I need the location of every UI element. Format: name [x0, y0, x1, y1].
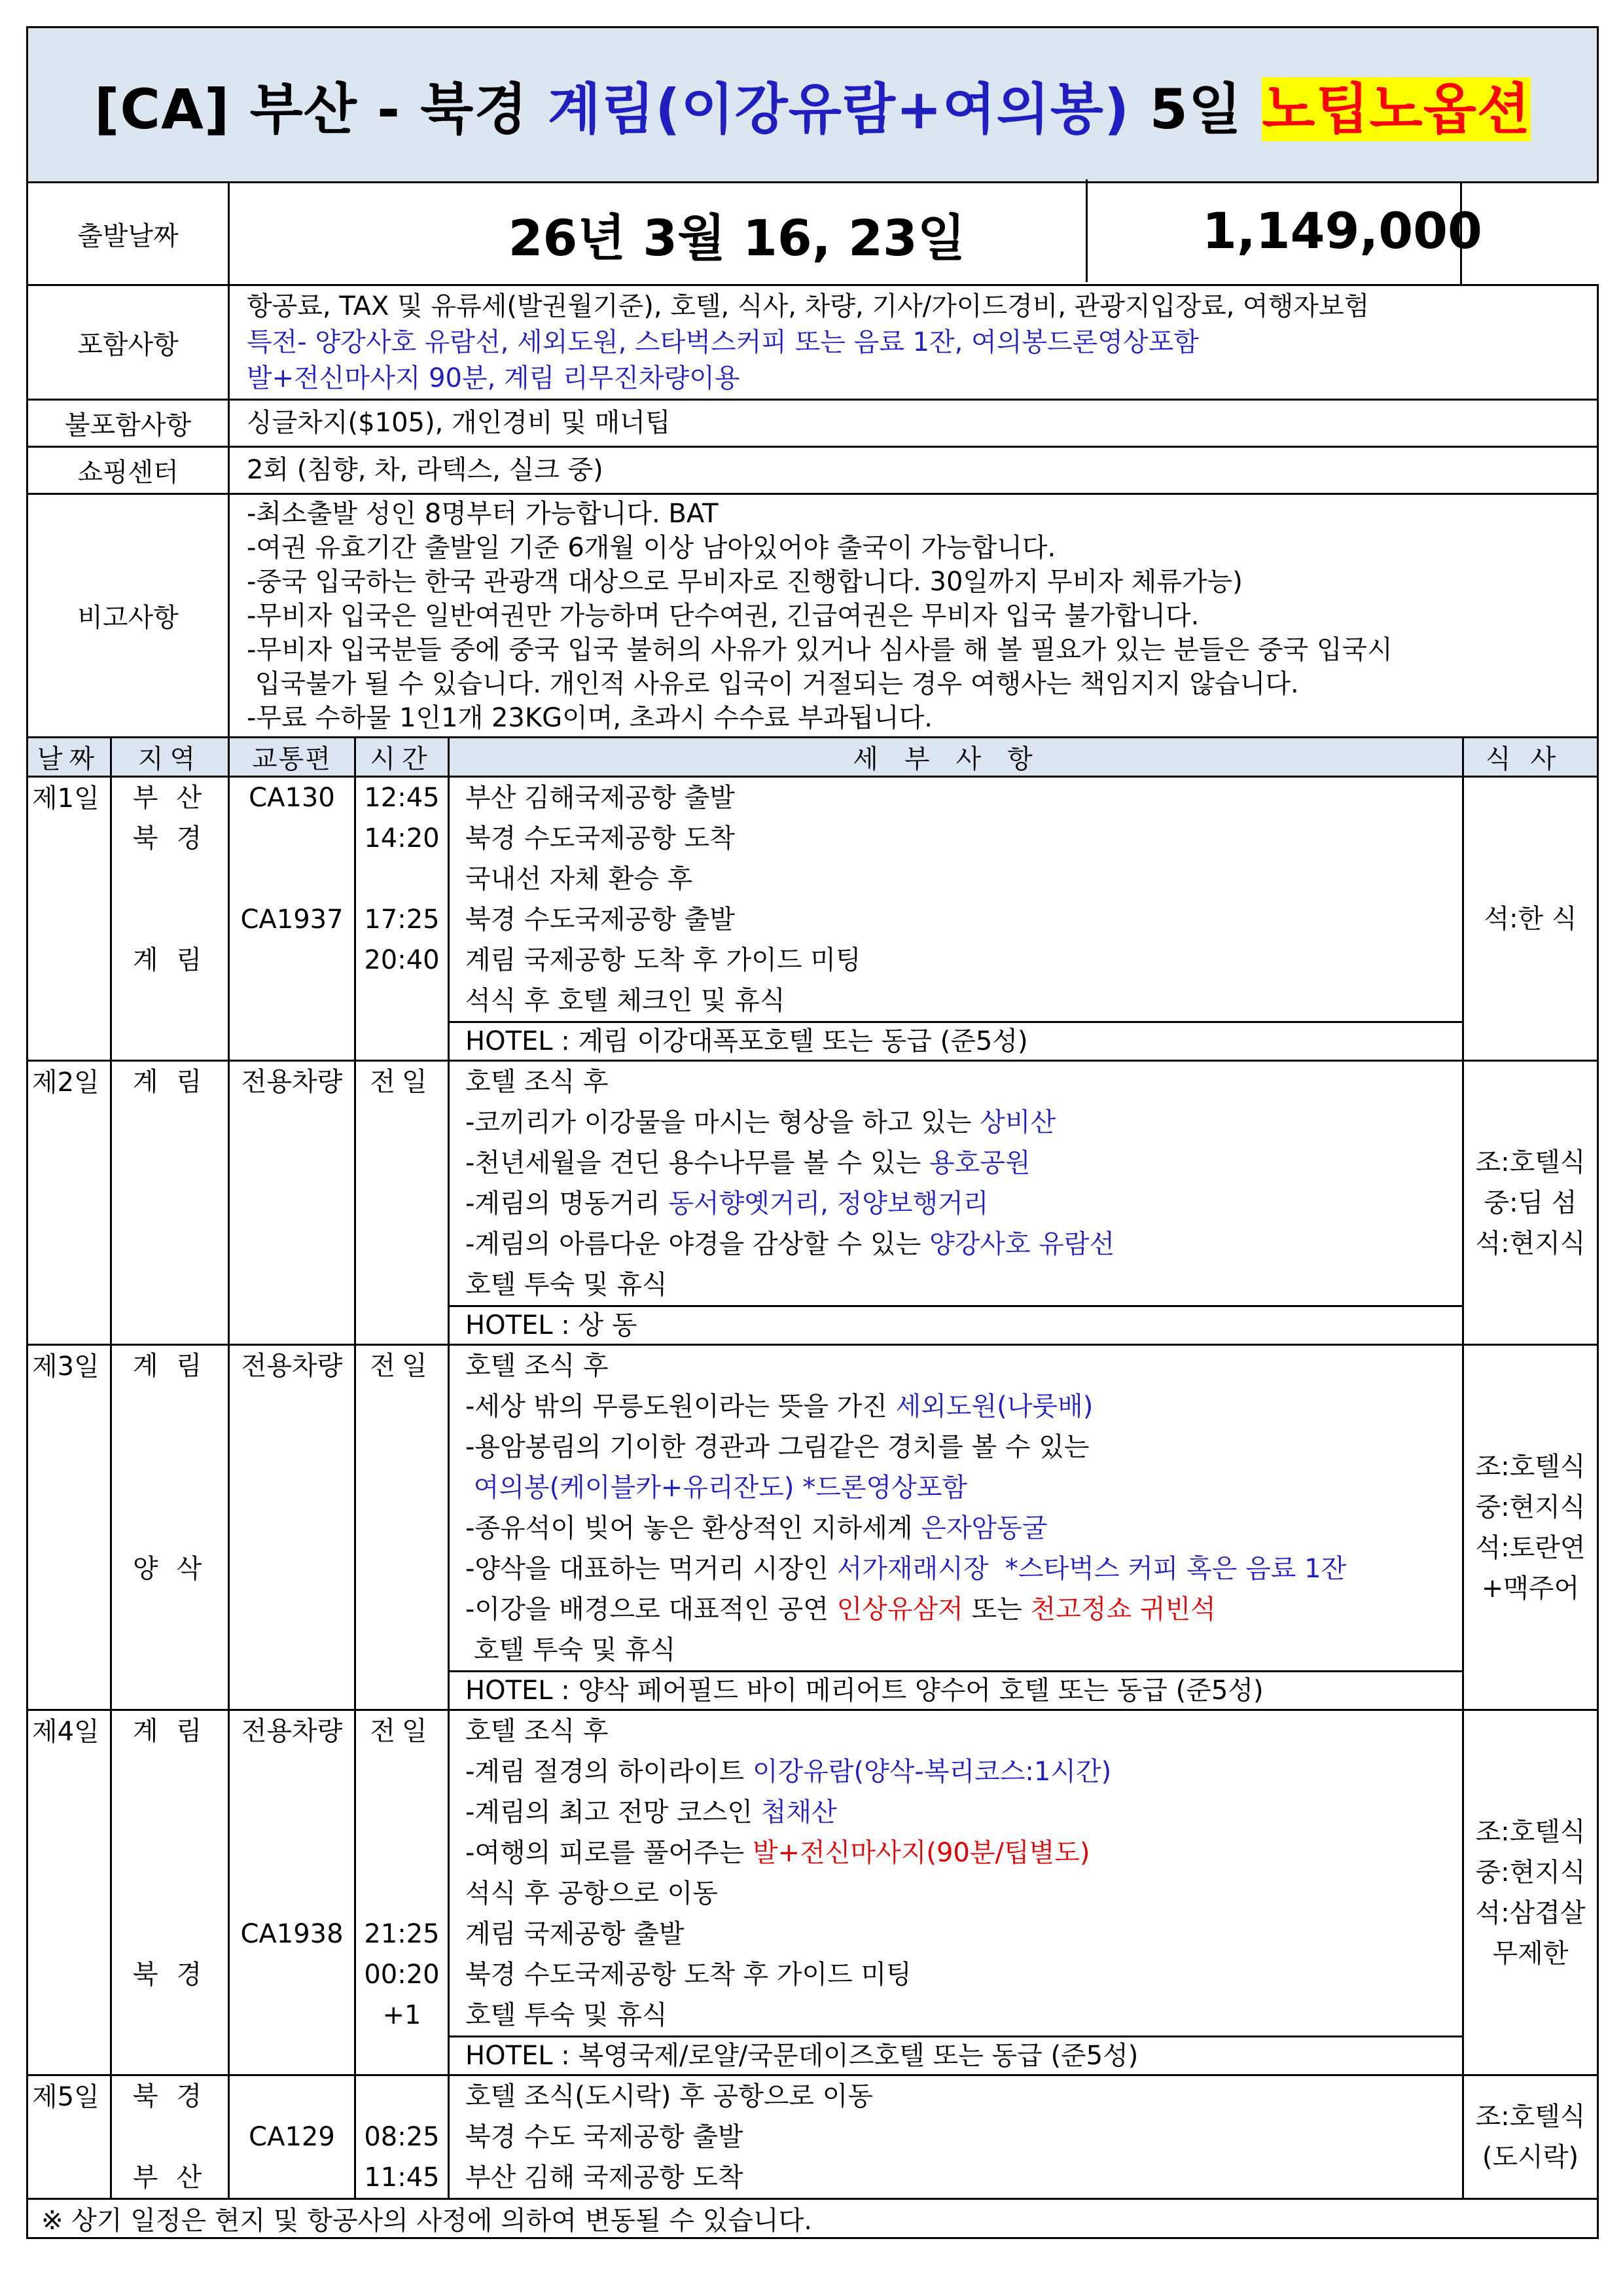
detail-line: 계림 국제공항 도착 후 가이드 미팅	[465, 945, 861, 975]
day-row	[27, 777, 1598, 1061]
transport-cell	[229, 1710, 355, 2075]
detail-line: 계림 국제공항 출발	[465, 1919, 685, 1949]
detail-line: 국내선 자체 환승 후	[465, 864, 693, 894]
note-line: -여권 유효기간 출발일 기준 6개월 이상 남아있어야 출국이 가능합니다.	[247, 532, 1056, 563]
region: 부산	[132, 2162, 221, 2193]
detail-line: -여행의 피로를 풀어주는 발+전신마사지(90분/팁별도)	[465, 1838, 1090, 1868]
detail-line: 호텔 투숙 및 휴식	[465, 1635, 676, 1665]
header-meal: 식사	[1463, 738, 1598, 777]
detail-line: -계림의 최고 전망 코스인 첩채산	[465, 1797, 837, 1827]
detail-line: -계림 절경의 하이라이트 이강유람(양삭-복리코스:1시간)	[465, 1757, 1112, 1787]
detail-line: -용암봉림의 기이한 경관과 그림같은 경치를 볼 수 있는	[465, 1432, 1090, 1462]
time: 전일	[370, 1351, 434, 1381]
meal: 석:삼겹살	[1475, 1897, 1586, 1928]
day-label: 제3일	[27, 1345, 111, 1710]
region: 계림	[132, 1067, 221, 1097]
schedule-table	[26, 736, 1599, 2239]
time: 00:20	[364, 1960, 440, 1990]
price-cell	[1086, 179, 1597, 282]
attraction: 첩채산	[760, 1797, 837, 1827]
transport: 전용차량	[241, 1067, 343, 1097]
day-row	[27, 1345, 1598, 1710]
meal: 중:현지식	[1475, 1492, 1586, 1522]
time: 20:40	[364, 945, 440, 975]
region-cell	[111, 777, 229, 1061]
region-cell	[111, 1061, 229, 1345]
day-label: 제5일	[27, 2075, 111, 2199]
detail-line: -종유석이 빚어 놓은 환상적인 지하세계 은자암동굴	[465, 1513, 1048, 1543]
massage-option: 발+전신마사지(90분/팁별도)	[752, 1838, 1090, 1868]
region: 양삭	[132, 1554, 221, 1584]
detail-line: -코끼리가 이강물을 마시는 형상을 하고 있는 상비산	[465, 1107, 1056, 1138]
time: 12:45	[364, 783, 440, 813]
day-label: 제2일	[27, 1061, 111, 1345]
included-label: 포함사항	[27, 285, 229, 400]
meal: (도시락)	[1482, 2142, 1579, 2172]
time-cell	[355, 777, 449, 1061]
transport: 전용차량	[241, 1716, 343, 1746]
transport-cell	[229, 1061, 355, 1345]
detail-line: 부산 김해 국제공항 도착	[465, 2162, 743, 2193]
region: 계림	[132, 1351, 221, 1381]
day-label: 제4일	[27, 1710, 111, 2075]
attraction: 용호공원	[929, 1148, 1031, 1178]
meal: 중:현지식	[1475, 1857, 1586, 1888]
departure-dates: 26년 3월 16, 23일	[229, 183, 1461, 285]
detail-line: 석식 후 공항으로 이동	[465, 1878, 718, 1909]
detail-line: 북경 수도국제공항 출발	[465, 905, 735, 935]
meal: 무제한	[1492, 1938, 1569, 1969]
show-option: 인상유삼저	[836, 1594, 963, 1624]
attraction: 상비산	[980, 1107, 1056, 1138]
meal: 조:호텔식	[1475, 1816, 1586, 1847]
header-transport: 교통편	[229, 738, 355, 777]
region: 북경	[132, 823, 221, 853]
header-region: 지역	[111, 738, 229, 777]
header-time: 시간	[355, 738, 449, 777]
detail-line: -천년세월을 견딘 용수나무를 볼 수 있는 용호공원	[465, 1148, 1031, 1178]
detail-line: 부산 김해국제공항 출발	[465, 783, 735, 813]
meal: 조:호텔식	[1475, 2102, 1586, 2132]
title-highlight-badge: 노팁노옵션	[1262, 77, 1531, 141]
included-special-line: 발+전신마사지 90분, 계림 리무진차량이용	[247, 363, 740, 393]
header-details: 세부사항	[449, 738, 1463, 777]
note-line: 입국불가 될 수 있습니다. 개인적 사유로 입국이 거절되는 경우 여행사는 책임지지 않습니다.	[247, 668, 1299, 699]
region-cell	[111, 1345, 229, 1710]
region: 북경	[132, 2081, 221, 2111]
show-option: 천고정쇼 귀빈석	[1030, 1594, 1216, 1624]
details-cell	[449, 777, 1463, 1061]
time: 전일	[370, 1716, 434, 1746]
included-text	[229, 285, 1598, 400]
included-line: 항공료, TAX 및 유류세(발권월기준), 호텔, 식사, 차량, 기사/가이드경비, 관광지입장료, 여행자보험	[247, 291, 1370, 321]
detail-line: 호텔 투숙 및 휴식	[465, 1270, 668, 1300]
header-day: 날짜	[27, 738, 111, 777]
title-prefix: [CA] 부산 - 북경	[94, 77, 548, 141]
day-row	[27, 1710, 1598, 2075]
region-cell	[111, 2075, 229, 2199]
details-cell	[449, 1061, 1463, 1345]
detail-line: -계림의 아름다운 야경을 감상할 수 있는 양강사호 유람선	[465, 1229, 1115, 1259]
attraction: 양강사호 유람선	[929, 1229, 1115, 1259]
hotel-line: HOTEL : 복영국제/로얄/국문데이즈호텔 또는 동급 (준5성)	[450, 2036, 1464, 2074]
hotel-line: HOTEL : 양삭 페어필드 바이 메리어트 양수어 호텔 또는 동급 (준5성)	[450, 1670, 1464, 1709]
meal: 중:딤 섬	[1484, 1187, 1577, 1218]
price-value: 1,149,000	[1202, 202, 1482, 260]
time: 14:20	[364, 823, 440, 853]
day-row	[27, 1061, 1598, 1345]
detail-line: 북경 수도국제공항 도착	[465, 823, 735, 853]
page-title	[27, 27, 1598, 183]
included-special-line: 특전- 양강사호 유람선, 세외도원, 스타벅스커피 또는 음료 1잔, 여의봉드론영상포함	[247, 327, 1199, 357]
time: 전일	[370, 1067, 434, 1097]
meal-cell	[1463, 1710, 1598, 2075]
attraction: 동서향옛거리, 정양보행거리	[668, 1189, 989, 1219]
detail-line: -이강을 배경으로 대표적인 공연 인상유삼저 또는 천고정쇼 귀빈석	[465, 1594, 1216, 1624]
attraction: 은자암동굴	[921, 1513, 1048, 1543]
itinerary-document	[26, 26, 1597, 2239]
detail-line: 석식 후 호텔 체크인 및 휴식	[465, 986, 785, 1016]
transport: 전용차량	[241, 1351, 343, 1381]
hotel-line: HOTEL : 상 동	[450, 1305, 1464, 1344]
region: 계림	[132, 1716, 221, 1746]
meal-cell	[1463, 777, 1598, 1061]
excluded-label: 불포함사항	[27, 400, 229, 447]
attraction: 세외도원(나룻배)	[895, 1391, 1094, 1422]
detail-line: 호텔 조식 후	[465, 1067, 609, 1097]
details-cell	[449, 2075, 1463, 2199]
shopping-label: 쇼핑센터	[27, 447, 229, 494]
departure-label: 출발날짜	[27, 183, 229, 285]
flight-number: CA1937	[240, 905, 344, 935]
time-cell	[355, 1061, 449, 1345]
hotel-line: HOTEL : 계림 이강대폭포호텔 또는 동급 (준5성)	[450, 1021, 1464, 1060]
meal-cell	[1463, 1345, 1598, 1710]
flight-number: CA130	[249, 783, 335, 813]
next-day-marker: +1	[382, 2000, 421, 2030]
time-cell	[355, 2075, 449, 2199]
detail-line: -양삭을 대표하는 먹거리 시장인 서가재래시장 *스타벅스 커피 혹은 음료 1잔	[465, 1554, 1347, 1584]
transport-cell	[229, 2075, 355, 2199]
time-cell	[355, 1710, 449, 2075]
detail-line: -세상 밖의 무릉도원이라는 뜻을 가진 세외도원(나룻배)	[465, 1391, 1094, 1422]
excluded-text: 싱글차지($105), 개인경비 및 매너팁	[229, 400, 1598, 447]
schedule-header	[27, 738, 1598, 777]
transport-cell	[229, 1345, 355, 1710]
note-line: -최소출발 성인 8명부터 가능합니다. BAT	[247, 498, 719, 529]
transport-cell	[229, 777, 355, 1061]
detail-line: 호텔 조식 후	[465, 1351, 609, 1381]
region-cell	[111, 1710, 229, 2075]
meal: 석:한 식	[1484, 903, 1577, 934]
meal: 조:호텔식	[1475, 1451, 1586, 1482]
time-cell	[355, 1345, 449, 1710]
detail-line: 호텔 조식(도시락) 후 공항으로 이동	[465, 2081, 874, 2111]
flight-number: CA1938	[240, 1919, 344, 1949]
meal: 석:토란연	[1475, 1532, 1586, 1563]
details-cell	[449, 1710, 1463, 2075]
meal-cell	[1463, 1061, 1598, 1345]
detail-line: 호텔 투숙 및 휴식	[465, 2000, 668, 2030]
note-line: -무비자 입국분들 중에 중국 입국 불허의 사유가 있거나 심사를 해 볼 필요가 있는 분들은 중국 입국시	[247, 634, 1393, 665]
attraction: 서가재래시장 *스타벅스 커피 혹은 음료 1잔	[836, 1554, 1347, 1584]
flight-number: CA129	[249, 2122, 335, 2152]
detail-line: 북경 수도 국제공항 출발	[465, 2122, 743, 2152]
time: 11:45	[364, 2162, 440, 2193]
day-row	[27, 2075, 1598, 2199]
info-table	[26, 284, 1599, 738]
shopping-text: 2회 (침향, 차, 라텍스, 실크 중)	[229, 447, 1598, 494]
region: 부산	[132, 783, 221, 813]
time: 17:25	[364, 905, 440, 935]
attraction: 여의봉(케이블카+유리잔도) *드론영상포함	[465, 1473, 968, 1503]
detail-line: 북경 수도국제공항 도착 후 가이드 미팅	[465, 1960, 912, 1990]
meal: 조:호텔식	[1475, 1147, 1586, 1177]
attraction: 이강유람(양삭-복리코스:1시간)	[752, 1757, 1112, 1787]
note-line: -중국 입국하는 한국 관광객 대상으로 무비자로 진행합니다. 30일까지 무비자 체류가능)	[247, 566, 1243, 597]
title-days: 5일	[1130, 77, 1262, 141]
footer-note: ※ 상기 일정은 현지 및 항공사의 사정에 의하여 변동될 수 있습니다.	[27, 2199, 1598, 2238]
title-destination: 계림(이강유람+여의봉)	[547, 77, 1130, 141]
details-cell	[449, 1345, 1463, 1710]
notes-text	[229, 494, 1598, 738]
time: 08:25	[364, 2122, 440, 2152]
meal: +맥주어	[1481, 1573, 1580, 1604]
time: 21:25	[364, 1919, 440, 1949]
meal-cell	[1463, 2075, 1598, 2199]
notes-label: 비고사항	[27, 494, 229, 738]
detail-line: 호텔 조식 후	[465, 1716, 609, 1746]
day-label: 제1일	[27, 777, 111, 1061]
detail-line: -계림의 명동거리 동서향옛거리, 정양보행거리	[465, 1189, 989, 1219]
region: 계림	[132, 945, 221, 975]
note-line: -무비자 입국은 일반여권만 가능하며 단수여권, 긴급여권은 무비자 입국 불가합니다.	[247, 600, 1200, 631]
meal: 석:현지식	[1475, 1228, 1586, 1259]
note-line: -무료 수하물 1인1개 23KG이며, 초과시 수수료 부과됩니다.	[247, 702, 933, 733]
region: 북경	[132, 1960, 221, 1990]
